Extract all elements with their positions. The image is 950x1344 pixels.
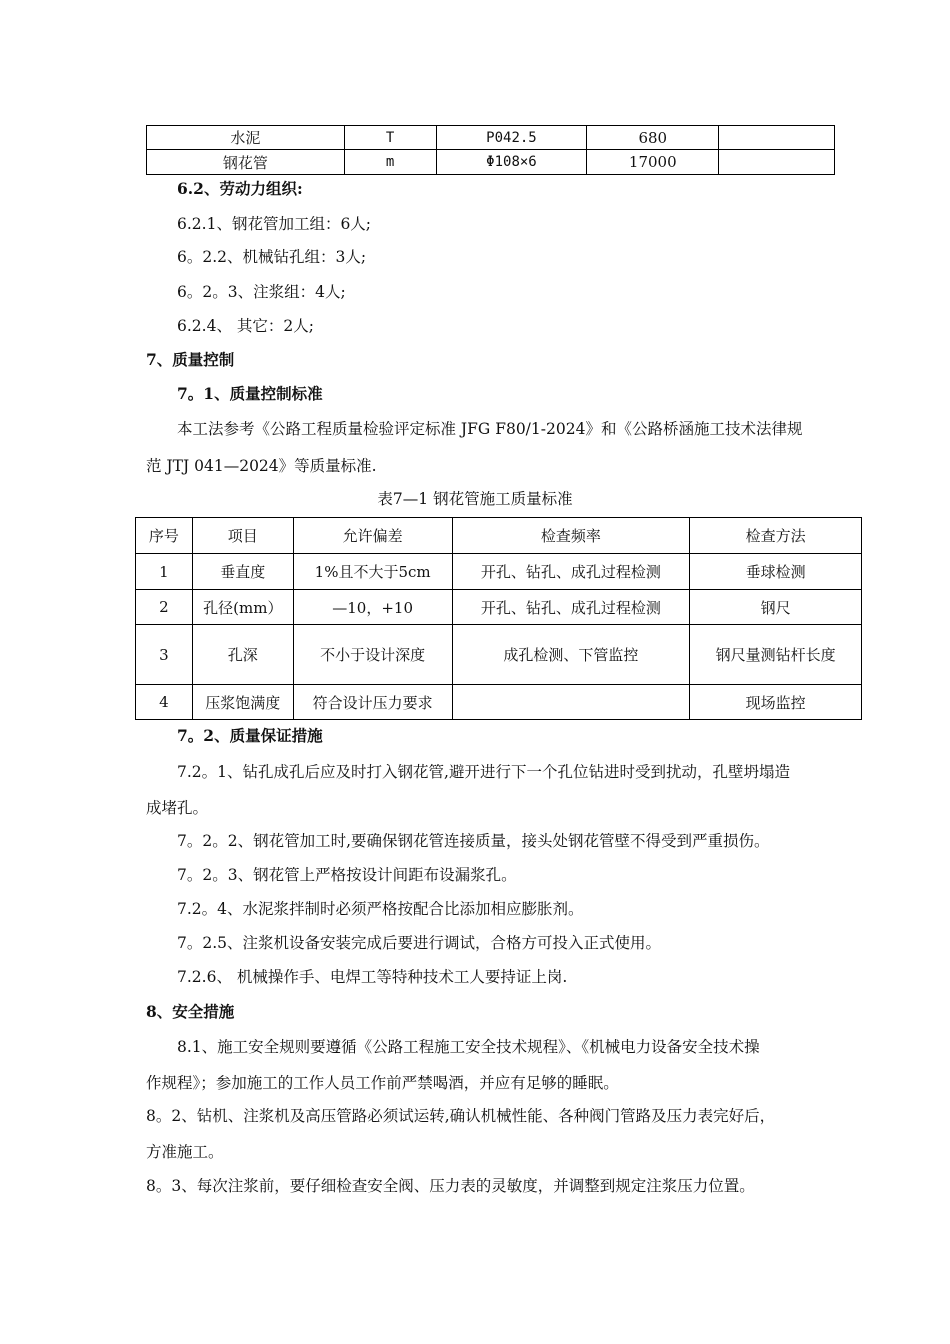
paragraph-line: 方准施工。	[146, 1143, 224, 1161]
table-cell: 2	[136, 590, 193, 625]
paragraph-line: 范 JTJ 041—2024》等质量标准.	[146, 457, 377, 475]
column-header: 允许偏差	[293, 518, 452, 554]
table-cell: Φ108×6	[436, 150, 587, 175]
section-heading-6-2: 6.2、劳动力组织:	[177, 179, 303, 198]
table-row	[136, 625, 862, 685]
paragraph-line: 7.2.6、 机械操作手、电焊工等特种技术工人要持证上岗.	[177, 968, 568, 986]
table-cell: —10，+10	[293, 590, 452, 625]
table-cell	[719, 126, 835, 150]
table-cell: m	[344, 150, 436, 175]
table-cell: T	[344, 126, 436, 150]
list-item: 6.2.4、 其它：2人;	[177, 317, 314, 335]
paragraph-line: 7。2。2、钢花管加工时,要确保钢花管连接质量，接头处钢花管壁不得受到严重损伤。	[177, 832, 770, 850]
section-heading-8: 8、安全措施	[146, 1002, 235, 1021]
paragraph-line: 作规程》；参加施工的工作人员工作前严禁喝酒，并应有足够的睡眠。	[146, 1074, 619, 1092]
paragraph-line: 7。2。3、钢花管上严格按设计间距布设漏浆孔。	[177, 866, 517, 884]
column-header: 检查方法	[690, 518, 862, 554]
table-cell: 成孔检测、下管监控	[452, 625, 690, 685]
table-cell: 680	[587, 126, 719, 150]
subsection-heading-7-2: 7。2、质量保证措施	[177, 726, 323, 745]
table-cell: 符合设计压力要求	[293, 685, 452, 720]
table-row	[136, 554, 862, 590]
table-title: 表7—1 钢花管施工质量标准	[377, 490, 573, 508]
table-cell: 水泥	[147, 126, 345, 150]
material-table	[146, 125, 835, 175]
column-header: 项目	[192, 518, 293, 554]
list-item: 6。2.2、机械钻孔组：3人;	[177, 248, 367, 266]
table-cell: P042.5	[436, 126, 587, 150]
table-row	[147, 126, 835, 150]
table-cell: 4	[136, 685, 193, 720]
table-row	[136, 590, 862, 625]
table-cell: 压浆饱满度	[192, 685, 293, 720]
table-cell: 17000	[587, 150, 719, 175]
paragraph-line: 8。3、每次注浆前，要仔细检查安全阀、压力表的灵敏度，并调整到规定注浆压力位置。	[146, 1177, 755, 1195]
paragraph-line: 本工法参考《公路工程质量检验评定标准 JFG F80/1-2024》和《公路桥涵施工技术法律规	[177, 420, 803, 438]
table-cell: 钢尺	[690, 590, 862, 625]
table-cell: 垂直度	[192, 554, 293, 590]
section-heading-7: 7、质量控制	[146, 350, 235, 369]
table-cell: 垂球检测	[690, 554, 862, 590]
table-cell: 钢花管	[147, 150, 345, 175]
paragraph-line: 8。2、钻机、注浆机及高压管路必须试运转,确认机械性能、各种阀门管路及压力表完好后，	[146, 1107, 776, 1125]
column-header: 检查频率	[452, 518, 690, 554]
table-cell: 现场监控	[690, 685, 862, 720]
paragraph-line: 7。2.5、注浆机设备安装完成后要进行调试，合格方可投入正式使用。	[177, 934, 662, 952]
table-cell: 不小于设计深度	[293, 625, 452, 685]
table-cell: 孔深	[192, 625, 293, 685]
paragraph-line: 成堵孔。	[146, 799, 209, 817]
table-row	[136, 685, 862, 720]
paragraph-line: 7.2。4、水泥浆拌制时必须严格按配合比添加相应膨胀剂。	[177, 900, 584, 918]
table-cell: 开孔、钻孔、成孔过程检测	[452, 554, 690, 590]
paragraph-line: 8.1、施工安全规则要遵循《公路工程施工安全技术规程》、《机械电力设备安全技术操	[177, 1038, 760, 1056]
table-cell	[719, 150, 835, 175]
column-header: 序号	[136, 518, 193, 554]
table-row	[147, 150, 835, 175]
table-cell	[452, 685, 690, 720]
list-item: 6.2.1、钢花管加工组：6人;	[177, 215, 372, 233]
table-cell: 1%且不大于5cm	[293, 554, 452, 590]
table-cell: 3	[136, 625, 193, 685]
table-header-row	[136, 518, 862, 554]
table-cell: 1	[136, 554, 193, 590]
table-cell: 开孔、钻孔、成孔过程检测	[452, 590, 690, 625]
table-cell: 孔径(mm）	[192, 590, 293, 625]
list-item: 6。2。3、注浆组：4人;	[177, 283, 346, 301]
subsection-heading-7-1: 7。1、质量控制标准	[177, 384, 323, 403]
paragraph-line: 7.2。1、钻孔成孔后应及时打入钢花管,避开进行下一个孔位钻进时受到扰动，孔壁坍塌造	[177, 763, 790, 781]
table-cell: 钢尺量测钻杆长度	[690, 625, 862, 685]
quality-standard-table	[135, 517, 862, 720]
